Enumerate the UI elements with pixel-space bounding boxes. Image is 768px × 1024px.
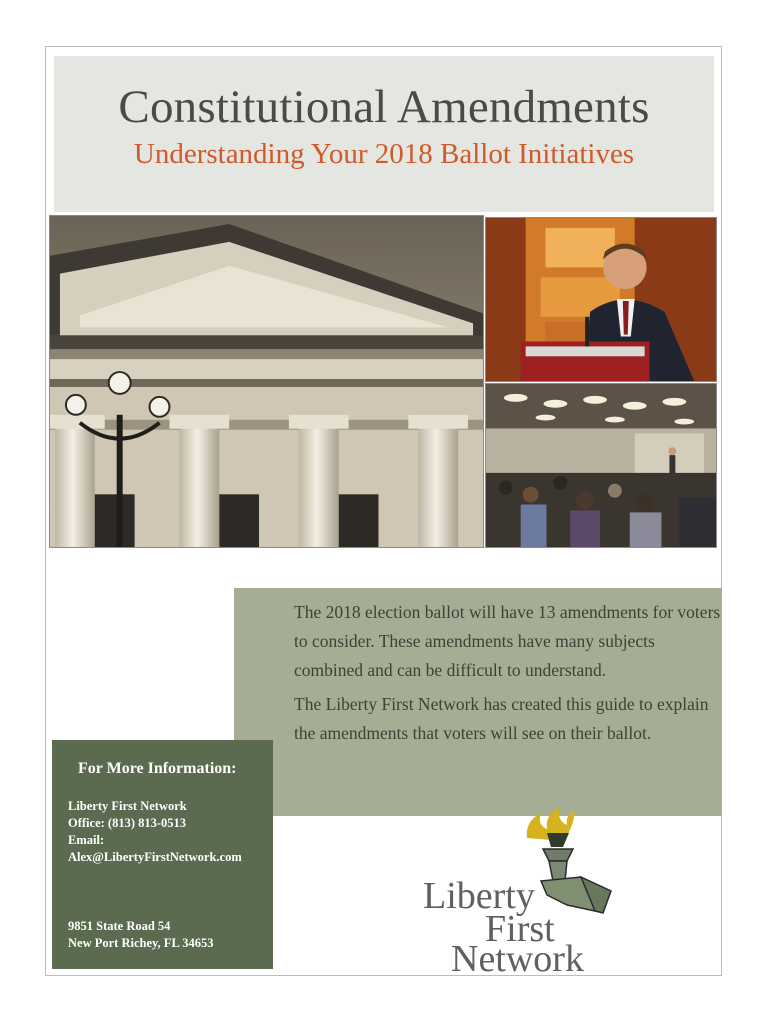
logo-word-liberty: Liberty: [423, 875, 535, 917]
contact-heading: For More Information:: [78, 760, 237, 777]
address-line-2: New Port Richey, FL 34653: [68, 936, 214, 950]
intro-text: [294, 598, 724, 753]
contact-office-phone: Office: (813) 813-0513: [68, 816, 187, 830]
header-band: [54, 56, 714, 212]
contact-details: [68, 798, 242, 866]
page-subtitle: Understanding Your 2018 Ballot Initiatives: [133, 138, 635, 170]
logo-word-first: First: [485, 908, 555, 950]
contact-email: Alex@LibertyFirstNetwork.com: [68, 850, 242, 864]
contact-email-label: Email:: [68, 833, 105, 847]
intro-paragraph-2: The Liberty First Network has created this guide to explain the amendments that voters will see on their ballot.: [294, 694, 709, 743]
speaker-at-podium-photo: [485, 217, 717, 382]
logo-word-network: Network: [451, 938, 584, 980]
page-title: Constitutional Amendments: [118, 81, 650, 133]
liberty-first-network-logo: [415, 803, 625, 980]
intro-box: [234, 588, 722, 816]
audience-meeting-photo: [485, 383, 717, 548]
contact-org: Liberty First Network: [68, 799, 187, 813]
address-line-1: 9851 State Road 54: [68, 919, 171, 933]
capitol-building-photo: [49, 215, 484, 548]
contact-info-box: [52, 740, 273, 969]
contact-address: [68, 918, 213, 952]
intro-paragraph-1: The 2018 election ballot will have 13 amendments for voters to consider. These amendments have many subjects combined and can be difficult to understand.: [294, 602, 721, 680]
